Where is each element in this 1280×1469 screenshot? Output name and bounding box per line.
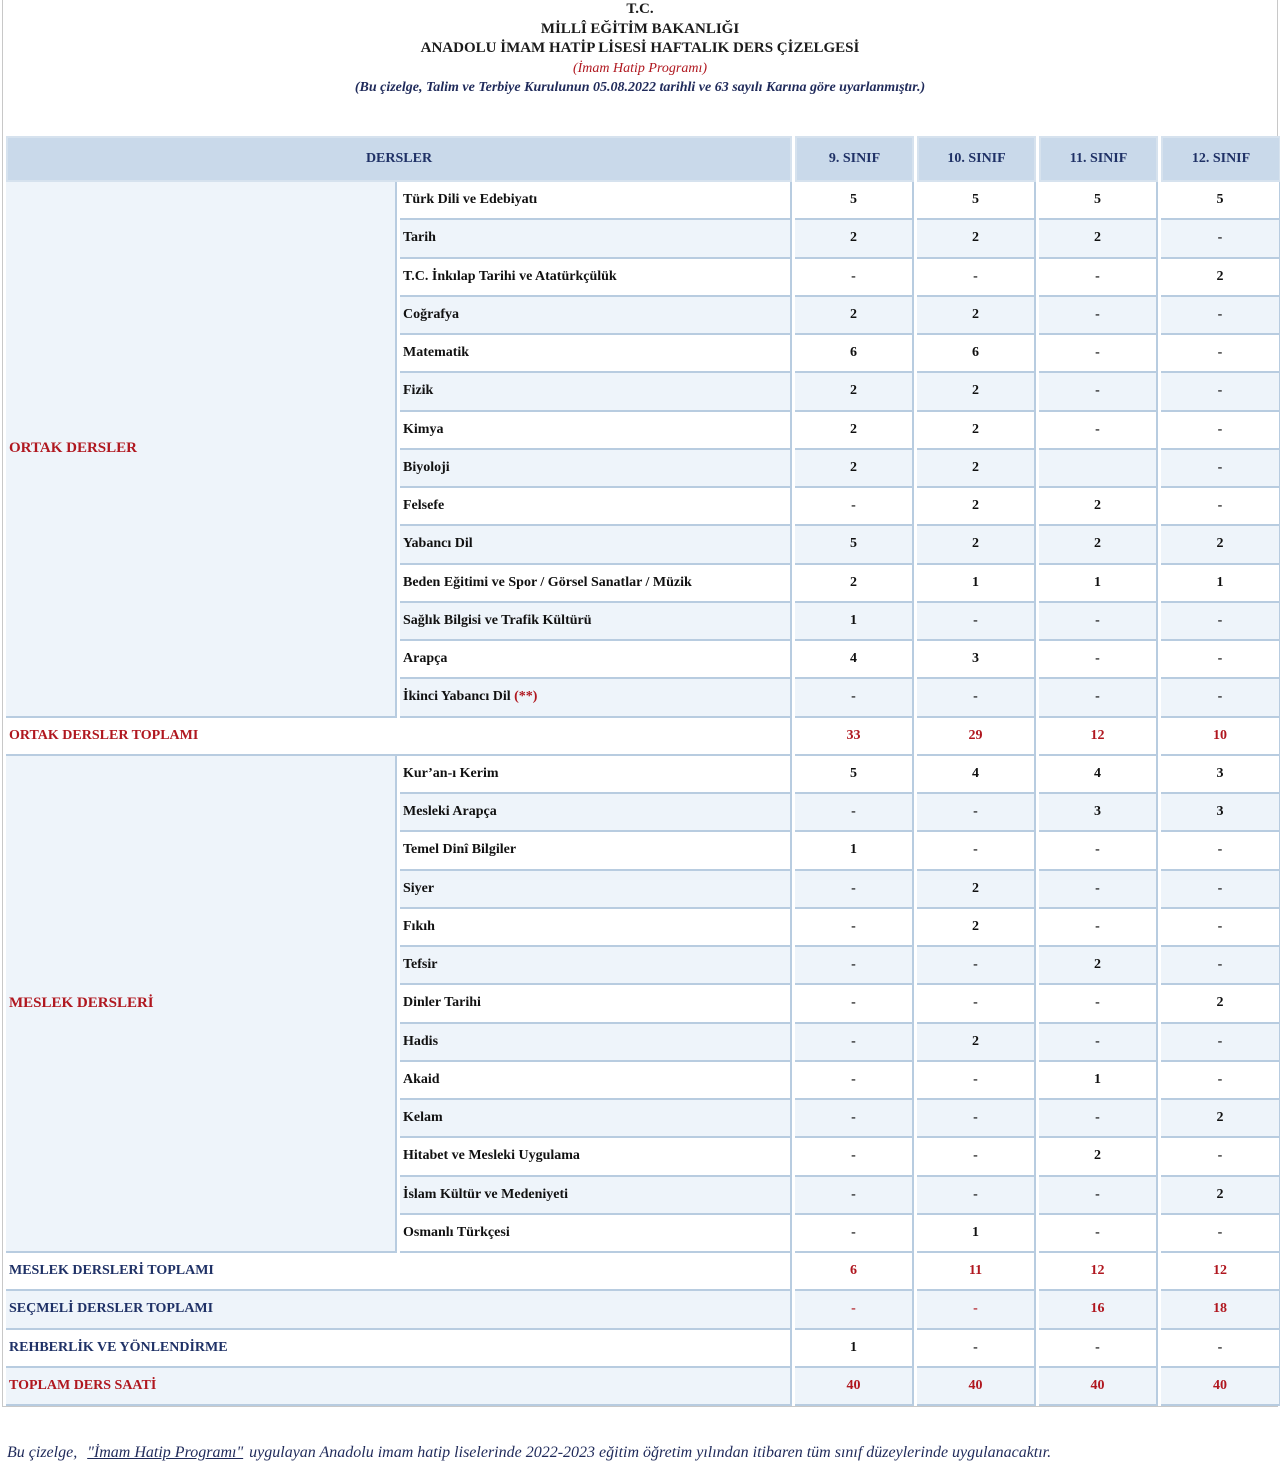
subject-label: Hitabet ve Mesleki Uygulama [403, 1148, 580, 1164]
subject-name [400, 1100, 792, 1138]
subject-label: Türk Dili ve Edebiyatı [403, 192, 538, 208]
hours-cell: 5 [1161, 182, 1280, 220]
hours-cell: 1 [1039, 1062, 1158, 1100]
total-cell: - [795, 1291, 914, 1329]
hours-cell: 5 [795, 526, 914, 564]
total-cell: 40 [917, 1368, 1036, 1406]
subject-name [400, 1024, 792, 1062]
subject-name [400, 603, 792, 641]
subject-name [400, 297, 792, 335]
subject-label: Temel Dinî Bilgiler [403, 842, 517, 858]
hours-cell: 5 [795, 756, 914, 794]
subject-name [400, 947, 792, 985]
col-header-11: 11. SINIF [1039, 136, 1158, 182]
subject-label: Kur’an-ı Kerim [403, 765, 499, 781]
subject-name [400, 450, 792, 488]
hours-cell: - [917, 947, 1036, 985]
hours-cell: 2 [795, 297, 914, 335]
subject-label: Mesleki Arapça [403, 804, 497, 820]
hours-cell: - [1161, 1215, 1280, 1253]
total-cell: - [917, 1330, 1036, 1368]
hours-cell: - [1039, 1100, 1158, 1138]
subject-name [400, 335, 792, 373]
hours-cell: 4 [1039, 756, 1158, 794]
rehberlik-row-label: REHBERLİK VE YÖNLENDİRME [6, 1330, 792, 1368]
hours-cell: - [1039, 985, 1158, 1023]
hours-cell: - [1161, 412, 1280, 450]
hours-cell: - [795, 794, 914, 832]
hours-cell: - [917, 794, 1036, 832]
total-cell: 18 [1161, 1291, 1280, 1329]
hours-cell: 2 [1039, 526, 1158, 564]
subject-label: Kimya [403, 421, 444, 437]
total-cell: 12 [1039, 1253, 1158, 1291]
hours-cell: 2 [1161, 1100, 1280, 1138]
total-cell: - [1039, 1330, 1158, 1368]
hours-cell: 1 [795, 603, 914, 641]
hours-cell: - [1161, 947, 1280, 985]
subject-name [400, 679, 792, 717]
col-header-dersler: DERSLER [6, 136, 792, 182]
subject-label: Dinler Tarihi [403, 995, 481, 1011]
subject-label: Siyer [403, 880, 435, 896]
hours-cell: - [917, 985, 1036, 1023]
table-row [6, 182, 1280, 220]
hours-cell: 2 [1161, 1177, 1280, 1215]
header-title: ANADOLU İMAM HATİP LİSESİ HAFTALIK DERS ÇİZELGESİ [420, 40, 860, 56]
subject-label: Fıkıh [403, 918, 435, 934]
hours-cell: - [1039, 1024, 1158, 1062]
subject-name [400, 1138, 792, 1176]
total-cell: 40 [1161, 1368, 1280, 1406]
rehberlik-row [6, 1330, 1280, 1368]
hours-cell: - [1039, 909, 1158, 947]
subject-label: Sağlık Bilgisi ve Trafik Kültürü [403, 612, 592, 628]
subject-name [400, 1215, 792, 1253]
hours-cell: - [1039, 603, 1158, 641]
subject-label: Tefsir [403, 957, 438, 973]
hours-cell: 3 [1039, 794, 1158, 832]
subject-label: Akaid [403, 1071, 440, 1087]
subject-name [400, 412, 792, 450]
hours-cell: - [917, 1177, 1036, 1215]
hours-cell: 1 [795, 832, 914, 870]
total-cell: 40 [795, 1368, 914, 1406]
hours-cell: - [795, 259, 914, 297]
hours-cell: 2 [917, 488, 1036, 526]
footer-prefix: Bu çizelge, [7, 1444, 78, 1461]
hours-cell: 5 [795, 182, 914, 220]
hours-cell: 2 [917, 526, 1036, 564]
secmeli-total-row-label: SEÇMELİ DERSLER TOPLAMI [6, 1291, 792, 1329]
hours-cell: - [795, 1062, 914, 1100]
hours-cell: - [917, 603, 1036, 641]
hours-cell: - [795, 871, 914, 909]
hours-cell: - [1161, 603, 1280, 641]
hours-cell: 6 [917, 335, 1036, 373]
toplam-row-label: TOPLAM DERS SAATİ [6, 1368, 792, 1406]
total-cell: 40 [1039, 1368, 1158, 1406]
subject-label: Arapça [403, 651, 448, 667]
total-cell: 6 [795, 1253, 914, 1291]
toplam-row [6, 1368, 1280, 1406]
hours-cell: - [1161, 641, 1280, 679]
subject-label: İkinci Yabancı Dil [403, 689, 511, 705]
hours-cell: - [795, 679, 914, 717]
footer-suffix: uygulayan Anadolu imam hatip liselerinde 2022-2023 eğitim öğretim yılından itibaren tüm sınıf düzeylerinde uygulanacaktır. [249, 1444, 1052, 1461]
meslek-total-row [6, 1253, 1280, 1291]
hours-cell: 2 [795, 565, 914, 603]
hours-cell: 2 [795, 373, 914, 411]
subject-name [400, 871, 792, 909]
total-cell: 12 [1039, 718, 1158, 756]
col-header-12: 12. SINIF [1161, 136, 1280, 182]
hours-cell: - [1039, 297, 1158, 335]
hours-cell: - [795, 1024, 914, 1062]
hours-cell: - [1161, 373, 1280, 411]
total-cell: 29 [917, 718, 1036, 756]
hours-cell: 2 [1161, 526, 1280, 564]
subject-label: Hadis [403, 1033, 439, 1049]
hours-cell: - [1161, 297, 1280, 335]
hours-cell: 3 [1161, 756, 1280, 794]
total-cell: 16 [1039, 1291, 1158, 1329]
subject-label: Matematik [403, 345, 470, 361]
subject-label: Osmanlı Türkçesi [403, 1224, 510, 1240]
subject-name [400, 756, 792, 794]
subject-name [400, 220, 792, 258]
subject-label: Beden Eğitimi ve Spor / Görsel Sanatlar / Müzik [403, 574, 692, 590]
hours-cell: - [1039, 373, 1158, 411]
hours-cell: - [1161, 871, 1280, 909]
subject-name [400, 985, 792, 1023]
hours-cell: 2 [917, 373, 1036, 411]
col-header-9: 9. SINIF [795, 136, 914, 182]
footnote-marker: (**) [514, 689, 538, 705]
subject-label: Kelam [403, 1110, 443, 1126]
total-cell: - [1161, 1330, 1280, 1368]
hours-cell: 2 [917, 871, 1036, 909]
total-cell: 1 [795, 1330, 914, 1368]
hours-cell: - [1161, 220, 1280, 258]
hours-cell: - [1161, 1138, 1280, 1176]
total-cell: 33 [795, 718, 914, 756]
hours-cell: 1 [917, 1215, 1036, 1253]
hours-cell: - [795, 947, 914, 985]
hours-cell: 3 [1161, 794, 1280, 832]
total-cell: 11 [917, 1253, 1036, 1291]
subject-name [400, 1062, 792, 1100]
hours-cell: 2 [1039, 1138, 1158, 1176]
ortak-total-row [6, 718, 1280, 756]
hours-cell: - [1039, 832, 1158, 870]
hours-cell: - [795, 909, 914, 947]
hours-cell: - [1039, 679, 1158, 717]
hours-cell: 1 [1161, 565, 1280, 603]
hours-cell: - [1161, 335, 1280, 373]
hours-cell: - [1161, 488, 1280, 526]
secmeli-total-row [6, 1291, 1280, 1329]
hours-cell: 4 [917, 756, 1036, 794]
hours-cell: - [795, 1177, 914, 1215]
subject-name [400, 641, 792, 679]
subject-name [400, 182, 792, 220]
table-body [6, 182, 1280, 1406]
hours-cell: - [1039, 259, 1158, 297]
hours-cell: - [1039, 1177, 1158, 1215]
hours-cell: - [1161, 679, 1280, 717]
total-cell: 10 [1161, 718, 1280, 756]
subject-label: Yabancı Dil [403, 536, 473, 552]
hours-cell: - [1039, 871, 1158, 909]
hours-cell: - [1039, 335, 1158, 373]
table-header-row [6, 136, 1280, 182]
subject-name [400, 373, 792, 411]
hours-cell: - [1039, 1215, 1158, 1253]
category-ortak-dersler: ORTAK DERSLER [6, 182, 397, 718]
hours-cell: 2 [1039, 488, 1158, 526]
hours-cell: 2 [1039, 947, 1158, 985]
hours-cell: 2 [917, 909, 1036, 947]
hours-cell: - [795, 1215, 914, 1253]
hours-cell: - [1039, 641, 1158, 679]
table-row [6, 756, 1280, 794]
document-header [0, 0, 1280, 98]
hours-cell: - [1161, 450, 1280, 488]
hours-cell: 2 [1039, 220, 1158, 258]
subject-label: Biyoloji [403, 459, 450, 475]
subject-label: Felsefe [403, 498, 445, 514]
hours-cell: - [917, 259, 1036, 297]
hours-cell: - [1161, 832, 1280, 870]
hours-cell: 2 [1161, 985, 1280, 1023]
header-program: (İmam Hatip Programı) [572, 60, 708, 76]
hours-cell: 1 [917, 565, 1036, 603]
hours-cell: - [1161, 1062, 1280, 1100]
hours-cell: - [917, 1100, 1036, 1138]
hours-cell: 6 [795, 335, 914, 373]
ders-cizelgesi-table [3, 136, 1280, 1406]
hours-cell: - [795, 1100, 914, 1138]
hours-cell: 2 [795, 412, 914, 450]
subject-label: T.C. İnkılap Tarihi ve Atatürkçülük [403, 268, 617, 284]
hours-cell: 2 [795, 450, 914, 488]
hours-cell: 2 [917, 220, 1036, 258]
subject-name [400, 832, 792, 870]
hours-cell: 5 [917, 182, 1036, 220]
subject-name [400, 565, 792, 603]
hours-cell: - [917, 832, 1036, 870]
hours-cell: 5 [1039, 182, 1158, 220]
category-meslek-dersleri: MESLEK DERSLERİ [6, 756, 397, 1253]
hours-cell: - [795, 488, 914, 526]
subject-name [400, 488, 792, 526]
hours-cell: 2 [917, 450, 1036, 488]
hours-cell [1039, 450, 1158, 488]
ortak-total-row-label: ORTAK DERSLER TOPLAMI [6, 718, 792, 756]
subject-label: Fizik [403, 383, 434, 399]
hours-cell: 3 [917, 641, 1036, 679]
footer-program-link[interactable]: "İmam Hatip Programı" [87, 1444, 244, 1461]
hours-cell: 4 [795, 641, 914, 679]
hours-cell: - [917, 679, 1036, 717]
col-header-10: 10. SINIF [917, 136, 1036, 182]
hours-cell: 1 [1039, 565, 1158, 603]
hours-cell: - [917, 1062, 1036, 1100]
footer-note [7, 1444, 1051, 1462]
hours-cell: - [1161, 909, 1280, 947]
hours-cell: - [917, 1138, 1036, 1176]
header-tc: T.C. [626, 1, 654, 17]
hours-cell: - [795, 1138, 914, 1176]
hours-cell: 2 [1161, 259, 1280, 297]
hours-cell: 2 [917, 412, 1036, 450]
subject-name [400, 259, 792, 297]
meslek-total-row-label: MESLEK DERSLERİ TOPLAMI [6, 1253, 792, 1291]
hours-cell: - [1161, 1024, 1280, 1062]
header-ministry: MİLLÎ EĞİTİM BAKANLIĞI [540, 20, 740, 37]
subject-label: Coğrafya [403, 306, 459, 322]
subject-label: Tarih [403, 230, 436, 246]
hours-cell: 2 [795, 220, 914, 258]
subject-name [400, 1177, 792, 1215]
subject-name [400, 794, 792, 832]
subject-name [400, 909, 792, 947]
subject-label: İslam Kültür ve Medeniyeti [403, 1186, 569, 1202]
hours-cell: 2 [917, 297, 1036, 335]
header-note: (Bu çizelge, Talim ve Terbiye Kurulunun 05.08.2022 tarihli ve 63 sayılı Karına göre uyarlanmıştır.) [354, 80, 926, 95]
total-cell: - [917, 1291, 1036, 1329]
total-cell: 12 [1161, 1253, 1280, 1291]
hours-cell: 2 [917, 1024, 1036, 1062]
hours-cell: - [1039, 412, 1158, 450]
subject-name [400, 526, 792, 564]
hours-cell: - [795, 985, 914, 1023]
